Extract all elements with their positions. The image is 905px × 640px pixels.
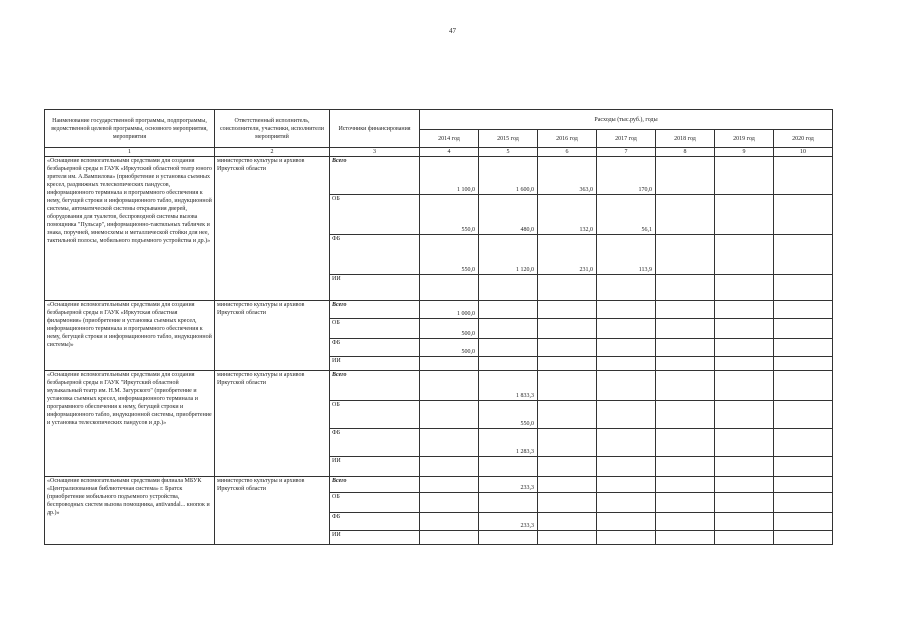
table-row <box>45 477 833 493</box>
expense-value <box>420 477 479 493</box>
funding-source: ОБ <box>330 195 420 235</box>
expense-value <box>715 477 774 493</box>
expense-value <box>538 477 597 493</box>
expense-value <box>597 371 656 401</box>
expense-value <box>656 429 715 457</box>
column-index: 7 <box>597 148 656 157</box>
funding-source: ИИ <box>330 275 420 301</box>
expense-value <box>656 513 715 531</box>
expense-value: 1 100,0 <box>420 157 479 195</box>
expense-value <box>774 301 833 319</box>
expense-value <box>774 275 833 301</box>
funding-source: ФБ <box>330 235 420 275</box>
expense-value <box>479 319 538 339</box>
funding-source: Всего <box>330 477 420 493</box>
expense-value <box>774 477 833 493</box>
expense-value <box>715 195 774 235</box>
expense-value <box>715 235 774 275</box>
funding-source: ОБ <box>330 319 420 339</box>
expense-value <box>656 275 715 301</box>
expense-value <box>656 477 715 493</box>
expense-value: 550,0 <box>420 195 479 235</box>
expense-value <box>420 493 479 513</box>
expense-value <box>715 157 774 195</box>
expense-value <box>715 319 774 339</box>
table-row <box>45 301 833 319</box>
expense-value <box>420 275 479 301</box>
expense-value <box>774 157 833 195</box>
expense-value <box>656 531 715 545</box>
expense-value <box>774 457 833 477</box>
expense-value <box>715 513 774 531</box>
measure-executor: министерство культуры и архивов Иркутской области <box>215 477 330 545</box>
expense-value <box>656 339 715 357</box>
expense-value: 550,0 <box>420 235 479 275</box>
expense-value <box>774 401 833 429</box>
header-executor: Ответственный исполнитель, соисполнители, участники, исполнители мероприятий <box>215 110 330 148</box>
column-index: 8 <box>656 148 715 157</box>
expense-value <box>538 429 597 457</box>
expense-value <box>715 357 774 371</box>
expense-value: 233,3 <box>479 477 538 493</box>
expense-value <box>597 513 656 531</box>
expense-value: 550,0 <box>479 401 538 429</box>
expense-value: 1 600,0 <box>479 157 538 195</box>
expense-value <box>420 429 479 457</box>
table-row <box>45 157 833 195</box>
column-index: 10 <box>774 148 833 157</box>
expense-value <box>538 371 597 401</box>
funding-source: ОБ <box>330 493 420 513</box>
expense-value <box>656 357 715 371</box>
expense-value: 132,0 <box>538 195 597 235</box>
expense-value <box>656 371 715 401</box>
header-year: 2019 год <box>715 130 774 148</box>
expense-value <box>597 457 656 477</box>
expense-value <box>715 531 774 545</box>
header-year: 2017 год <box>597 130 656 148</box>
expense-value <box>597 531 656 545</box>
expense-value <box>774 357 833 371</box>
expense-value: 1 000,0 <box>420 301 479 319</box>
funding-source: ИИ <box>330 531 420 545</box>
expense-value: 231,0 <box>538 235 597 275</box>
expense-value: 480,0 <box>479 195 538 235</box>
expense-value: 363,0 <box>538 157 597 195</box>
measure-name: «Оснащение вспомогательными средствами филиала МБУК «Централизованная библиотечная система» г. Братск (приобретение мобильного подъемного устройства, беспроводных систем вызова помощника, antivandal... кнопок и др.)» <box>45 477 215 545</box>
expense-value <box>538 401 597 429</box>
header-expenses: Расходы (тыс.руб.), годы <box>420 110 833 130</box>
expense-value <box>538 513 597 531</box>
page-number: 47 <box>449 27 456 35</box>
expense-value <box>715 429 774 457</box>
expense-value <box>479 275 538 301</box>
expense-value <box>420 357 479 371</box>
header-year: 2018 год <box>656 130 715 148</box>
funding-source: ФБ <box>330 339 420 357</box>
expense-value <box>538 319 597 339</box>
expense-value <box>774 319 833 339</box>
column-index: 6 <box>538 148 597 157</box>
expense-value <box>479 531 538 545</box>
header-source: Источники финансирования <box>330 110 420 148</box>
expense-value <box>420 457 479 477</box>
expense-value: 233,3 <box>479 513 538 531</box>
expense-value <box>597 339 656 357</box>
expense-value <box>538 357 597 371</box>
expense-value <box>774 195 833 235</box>
expenses-table <box>44 109 833 545</box>
expense-value <box>656 457 715 477</box>
expense-value <box>715 401 774 429</box>
column-index: 4 <box>420 148 479 157</box>
expense-value <box>656 235 715 275</box>
expense-value <box>538 275 597 301</box>
expense-value <box>597 275 656 301</box>
expense-value <box>420 371 479 401</box>
expense-value <box>715 275 774 301</box>
column-index: 9 <box>715 148 774 157</box>
expense-value <box>715 493 774 513</box>
funding-source: ОБ <box>330 401 420 429</box>
expense-value: 170,0 <box>597 157 656 195</box>
expense-value <box>597 319 656 339</box>
expense-value: 500,0 <box>420 319 479 339</box>
header-year: 2016 год <box>538 130 597 148</box>
expense-value <box>479 457 538 477</box>
expense-value <box>597 429 656 457</box>
measure-executor: министерство культуры и архивов Иркутской области <box>215 371 330 477</box>
expense-value <box>656 157 715 195</box>
header-year: 2020 год <box>774 130 833 148</box>
expense-value <box>715 457 774 477</box>
expense-value <box>774 493 833 513</box>
expense-value <box>656 195 715 235</box>
expense-value <box>774 531 833 545</box>
funding-source: Всего <box>330 301 420 319</box>
expense-value <box>420 531 479 545</box>
expense-value <box>538 339 597 357</box>
expense-value <box>774 513 833 531</box>
funding-source: ИИ <box>330 357 420 371</box>
expense-value <box>538 531 597 545</box>
expense-value: 113,9 <box>597 235 656 275</box>
expense-value <box>538 457 597 477</box>
expense-value <box>656 493 715 513</box>
column-index: 5 <box>479 148 538 157</box>
table-body <box>45 157 833 545</box>
expense-value <box>774 235 833 275</box>
index-row <box>45 148 833 157</box>
header-year: 2014 год <box>420 130 479 148</box>
funding-source: Всего <box>330 157 420 195</box>
expense-value <box>479 357 538 371</box>
expense-value <box>420 513 479 531</box>
header-name: Наименование государственной программы, подпрограммы, ведомственной целевой программы, основного мероприятия, мероприятия <box>45 110 215 148</box>
expense-value <box>479 301 538 319</box>
funding-source: Всего <box>330 371 420 401</box>
expense-value <box>597 493 656 513</box>
expense-value <box>774 339 833 357</box>
header-year: 2015 год <box>479 130 538 148</box>
expense-value: 1 833,3 <box>479 371 538 401</box>
column-index: 2 <box>215 148 330 157</box>
expense-value: 1 120,0 <box>479 235 538 275</box>
expense-value: 56,1 <box>597 195 656 235</box>
measure-name: «Оснащение вспомогательными средствами для создания безбарьерной среды в ГАУК "Иркутский областной музыкальный театр им. Н.М. Загурского" (приобретение и установка съемных кресел, информационного терминала и программного обеспечения к нему, бегущей строки и информационного табло, индукционной системы, приобретение и установка телескопических пандусов и др.)» <box>45 371 215 477</box>
header-row-top <box>45 110 833 130</box>
expense-value <box>774 371 833 401</box>
expense-value <box>656 301 715 319</box>
funding-source: ФБ <box>330 513 420 531</box>
measure-name: «Оснащение вспомогательными средствами для создания безбарьерной среды в ГАУК «Иркутский областной театр юного зрителя им. А.Вампилова» (приобретение и установка съемных кресел, раздвижных телескопических пандусов, информационного терминала и программного обеспечения к нему, бегущей строки и информационного табло, индукционной системы, автоматической системы открывания дверей, оборудования для туалетов, беспроводной системы вызова помощника "Пульсар", информационно-тактильных табличек и знака, поручней, мнемосхемы и металлической стойки для нее, тактильной полосы, мобильного подъемного устройства и др.)» <box>45 157 215 301</box>
expense-value <box>597 301 656 319</box>
expense-value <box>774 429 833 457</box>
column-index: 1 <box>45 148 215 157</box>
expense-value <box>538 493 597 513</box>
expense-value <box>538 301 597 319</box>
table-row <box>45 371 833 401</box>
expense-value <box>420 401 479 429</box>
expense-value <box>715 339 774 357</box>
expense-value <box>597 357 656 371</box>
funding-source: ИИ <box>330 457 420 477</box>
expense-value <box>597 477 656 493</box>
expense-value <box>715 301 774 319</box>
expense-value <box>597 401 656 429</box>
expense-value <box>715 371 774 401</box>
expense-value: 1 283,3 <box>479 429 538 457</box>
expense-value: 500,0 <box>420 339 479 357</box>
measure-executor: министерство культуры и архивов Иркутской области <box>215 301 330 371</box>
expense-value <box>656 319 715 339</box>
funding-source: ФБ <box>330 429 420 457</box>
expense-value <box>656 401 715 429</box>
expense-value <box>479 493 538 513</box>
measure-name: «Оснащение вспомогательными средствами для создания безбарьерной среды в ГАУК «Иркутская областная филармония» (приобретение и установка съемных кресел, информационного терминала и программного обеспечения к нему, бегущей строки и информационного табло, индукционной системы)» <box>45 301 215 371</box>
expense-value <box>479 339 538 357</box>
measure-executor: министерство культуры и архивов Иркутской области <box>215 157 330 301</box>
column-index: 3 <box>330 148 420 157</box>
